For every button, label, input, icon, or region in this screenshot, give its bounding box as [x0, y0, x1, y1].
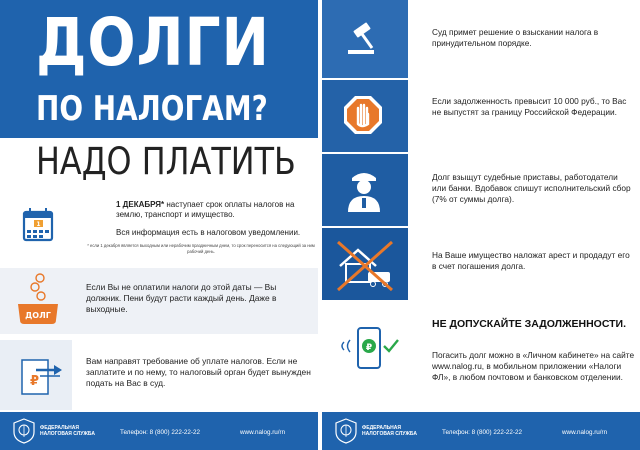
consequence-row-travel-ban	[322, 80, 640, 152]
consequence-row-property	[322, 228, 640, 300]
debt-text: Если Вы не оплатили налоги до этой даты — Вы должник. Пени будут расти каждый день. Даже в выходные.	[86, 282, 277, 314]
footnote-text: * если 1 декабря является выходным или нерабочим праздничным днем, то срок переносится на следующий за ним рабочий день.	[87, 243, 315, 254]
right-poster	[322, 0, 640, 450]
org-name	[362, 425, 417, 437]
calendar-icon	[0, 190, 72, 264]
gavel-icon	[322, 0, 408, 78]
fns-emblem-icon	[334, 418, 358, 444]
bailiff-icon	[322, 154, 408, 226]
svg-text:₽: ₽	[365, 343, 373, 353]
consequence-text-property: На Ваше имущество наложат арест и продадут его в счет погашения долга.	[432, 250, 630, 271]
debt-badge-label: ДОЛГ	[25, 311, 51, 320]
footer-site-link[interactable]: www.nalog.ru/rn	[240, 429, 286, 436]
org-name-line1: ФЕДЕРАЛЬНАЯ	[362, 425, 401, 431]
call-to-action	[322, 302, 640, 410]
tax-demand-icon	[0, 340, 72, 410]
footer-phone: Телефон: 8 (800) 222-22-22	[442, 429, 523, 436]
hero-banner	[0, 0, 320, 138]
debt-coins-icon	[0, 268, 72, 334]
stop-hand-icon	[322, 80, 408, 152]
org-name-line2: НАЛОГОВАЯ СЛУЖБА	[362, 431, 417, 437]
svg-text:1: 1	[36, 221, 41, 228]
subtitle: НАДО ПЛАТИТЬ	[36, 140, 296, 183]
title-line2: ПО НАЛОГАМ?	[36, 89, 268, 129]
consequence-row-court	[322, 0, 640, 78]
cta-text: Погасить долг можно в «Личном кабинете» на сайте www.nalog.ru, в мобильном приложении «Налоги ФЛ», в любом почтовом и банковском отделении.	[432, 350, 635, 382]
consequence-text-bailiffs: Долг взыщут судебные приставы, работодатели или банки. Вдобавок спишут исполнительский сбор (7% от суммы долга).	[432, 172, 631, 204]
consequence-text-court: Суд примет решение о взыскании налога в принудительном порядке.	[432, 27, 599, 48]
title-line1: ДОЛГИ	[36, 4, 270, 81]
footer	[322, 412, 640, 450]
svg-text:₽: ₽	[30, 374, 40, 389]
org-name-line2: НАЛОГОВАЯ СЛУЖБА	[40, 431, 95, 437]
demand-text: Вам направят требование об уплате налогов. Если не заплатите и по нему, то налоговый орган будет вынужден подать на Вас в суд.	[86, 356, 311, 388]
deadline-description: наступает срок оплаты налогов на землю, транспорт и имущество.	[116, 200, 295, 219]
org-name	[40, 425, 95, 437]
fns-emblem-icon	[12, 418, 36, 444]
cta-title: НЕ ДОПУСКАЙТЕ ЗАДОЛЖЕННОСТИ.	[432, 318, 627, 330]
org-name-line1: ФЕДЕРАЛЬНАЯ	[40, 425, 79, 431]
footer-phone: Телефон: 8 (800) 222-22-22	[120, 429, 201, 436]
deadline-date: 1 ДЕКАБРЯ*	[116, 200, 165, 209]
footer	[0, 412, 320, 450]
footer-site-link[interactable]: www.nalog.ru/rn	[562, 429, 608, 436]
consequence-row-bailiffs	[322, 154, 640, 226]
mobile-payment-icon	[336, 324, 408, 384]
notice-info-text: Вся информация есть в налоговом уведомлении.	[116, 228, 301, 237]
deadline-text	[116, 200, 314, 220]
seized-property-icon	[322, 228, 408, 300]
consequence-text-travel-ban: Если задолженность превысит 10 000 руб., то Вас не выпустят за границу Российской Федерации.	[432, 96, 627, 117]
